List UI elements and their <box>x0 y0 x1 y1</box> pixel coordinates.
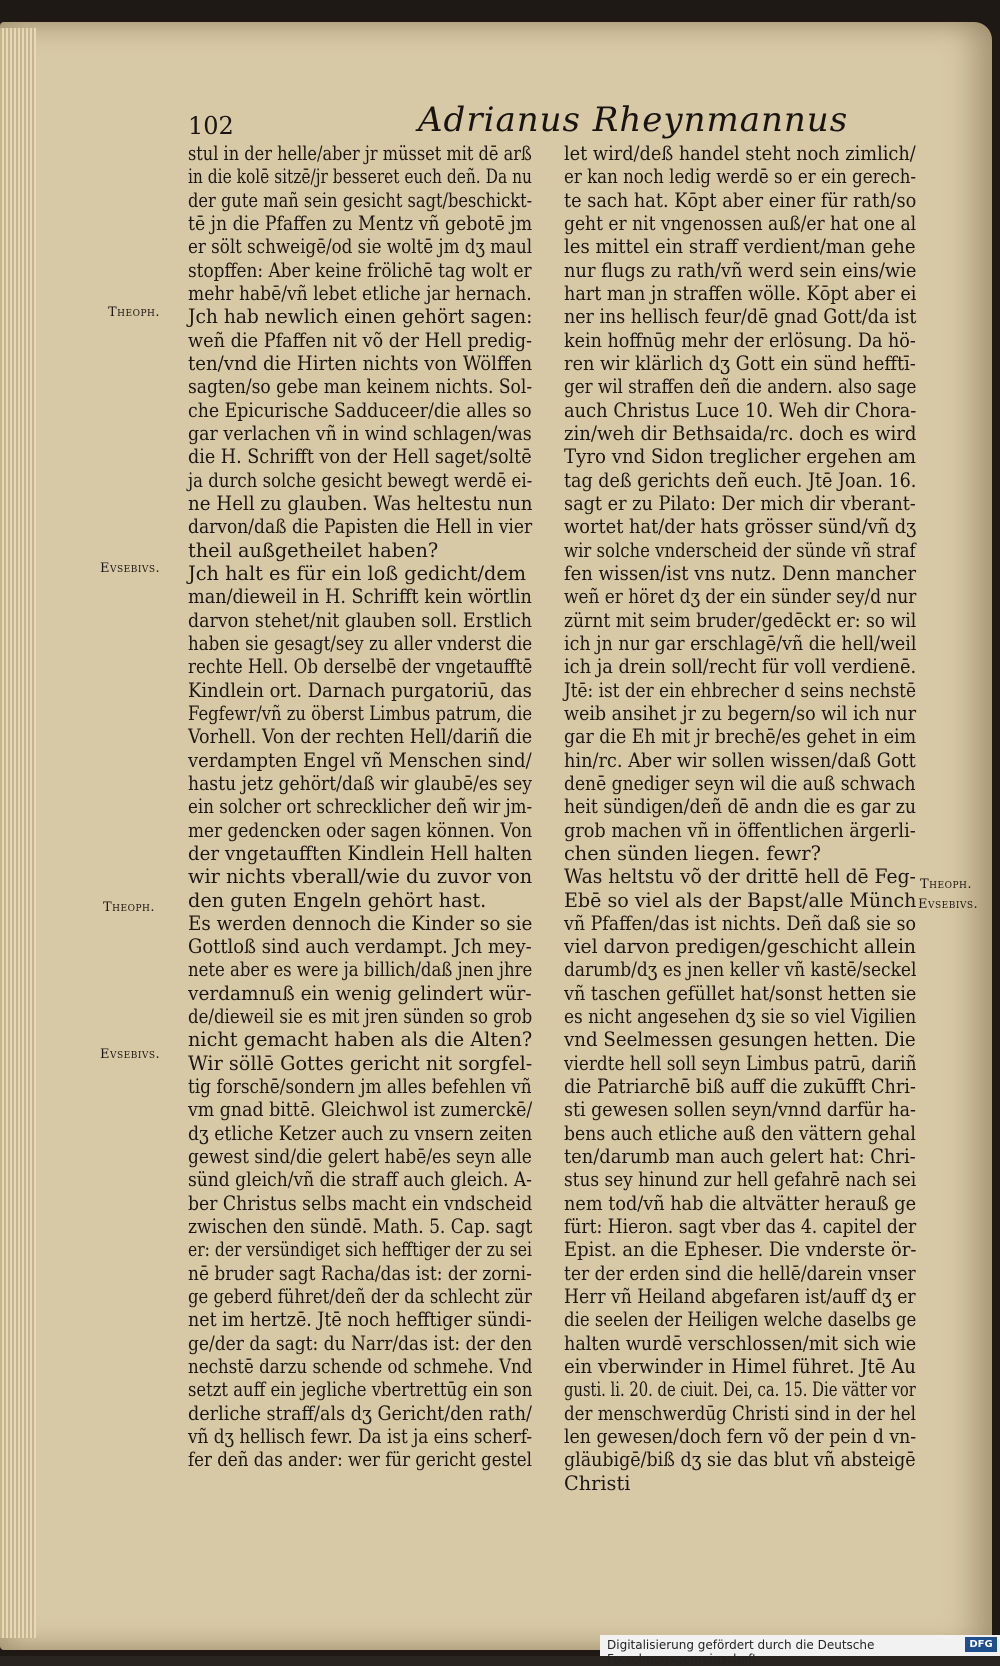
text-line: halten wurdē verschlossen/mit sich wie <box>564 1331 917 1355</box>
text-line: ja durch solche gesicht bewegt werdē ei- <box>188 468 533 492</box>
text-line: nur flugs zu rath/vñ werd sein eins/wie <box>564 258 917 282</box>
speaker-label: Theoph. <box>920 877 973 892</box>
text-line: zwischen den sündē. Math. 5. Cap. sagt <box>188 1215 533 1239</box>
text-line: gar die Eh mit jr brechē/es gehet in eim <box>564 725 917 749</box>
text-line: rechte Hell. Ob derselbē der vngetaufftē <box>188 655 533 679</box>
text-line: Gottloß sind auch verdampt. Jch mey- <box>188 935 532 959</box>
text-line: darvon/daß die Papisten die Hell in vier <box>188 515 533 539</box>
text-line: ber Christus selbs macht ein vndscheid <box>188 1191 533 1215</box>
text-line: stus sey hinund zur hell gefahrē nach sei <box>564 1168 917 1192</box>
text-line: Herr vñ Heiland abgefaren ist/auff dʒ er <box>564 1285 916 1309</box>
text-line: er sölt schweigē/od sie woltē jm dʒ maul <box>188 235 533 259</box>
text-line: stopffen: Aber keine frölichē tag wolt er <box>188 258 532 282</box>
text-line: Es werden dennoch die Kinder so sie <box>188 911 533 935</box>
text-line: tē jn die Pfaffen zu Mentz vñ gebotē jm <box>188 211 533 235</box>
text-line: vñ Pfaffen/das ist nichts. Deñ daß sie so <box>564 911 916 935</box>
text-line: vñ taschen gefüllet hat/sonst hetten sie <box>564 981 917 1005</box>
text-line: wortet hat/der hats grösser sünd/vñ dʒ <box>564 515 917 539</box>
text-line: bens auch etliche auß den vättern gehal <box>564 1121 916 1145</box>
text-line: gläubigē/biß dʒ sie das blut vñ absteigē <box>564 1448 916 1472</box>
text-line: Vorhell. Von der rechten Hell/dariñ die <box>188 725 533 749</box>
speaker-label: Evsebivs. <box>918 897 979 912</box>
text-line: Kindlein ort. Darnach purgatoriū, das <box>188 678 532 702</box>
text-line: hin/rc. Aber wir sollen wissen/daß Gott <box>564 748 916 772</box>
speaker-label: Evsebivs. <box>100 561 161 576</box>
text-line: ein vberwinder in Himel führet. Jtē Au <box>564 1355 916 1379</box>
text-line: denē gnediger seyn wil die auß schwach <box>564 771 916 795</box>
text-line: fen wissen/ist vns nutz. Denn mancher <box>564 561 917 585</box>
text-line: vm gnad bittē. Gleichwol ist zumerckē/ <box>188 1098 533 1122</box>
text-line: ich jn nur gar erschlagē/vñ die hell/weil <box>564 631 917 655</box>
text-line: sünd gleich/vñ die straff auch gleich. A- <box>188 1168 532 1192</box>
text-line: mehr habē/vñ lebet etliche jar hernach. <box>188 281 532 305</box>
text-line: die seelen der Heiligen welche daselbs ge <box>564 1308 917 1332</box>
text-line: let wird/deß handel steht noch zimlich/ <box>564 142 916 165</box>
text-line: ne Hell zu glauben. Was heltestu nun <box>188 491 533 515</box>
text-line: ger wil straffen deñ die andern. also sage <box>564 375 917 399</box>
text-line: ein solcher ort schrecklicher deñ wir jm- <box>188 795 533 819</box>
text-line: Jtē: ist der ein ehbrecher d seins nechstē <box>564 678 916 702</box>
text-column-left <box>188 142 532 1472</box>
speaker-label: Theoph. <box>103 900 156 915</box>
text-line: man/dieweil in H. Schrifft kein wörtlin <box>188 585 532 609</box>
text-line: nechstē darzu schende od schmehe. Vnd <box>188 1355 533 1379</box>
text-line: Ebē so viel als der Bapst/alle Münch <box>564 888 917 912</box>
text-line: vñ dʒ hellisch fewr. Da ist ja eins scherf- <box>188 1425 533 1449</box>
text-line: Epist. an die Epheser. Die vnderste ör- <box>564 1238 917 1262</box>
text-line: tag deß gerichts deñ euch. Jtē Joan. 16. <box>564 468 917 492</box>
page-number: 102 <box>188 112 234 140</box>
text-line: tig forschē/sondern jm alles befehlen vñ <box>188 1075 532 1099</box>
text-line: Tyro vnd Sidon treglicher ergehen am <box>564 445 916 469</box>
text-line: ten/vnd die Hirten nichts von Wölffen <box>188 351 533 375</box>
text-line: vnd Seelmessen gesungen hetten. Die <box>564 1028 916 1052</box>
text-line: sti gewesen sollen seyn/vnnd darfür ha- <box>564 1098 916 1122</box>
text-line: zürnt mit seim bruder/gedēckt er: so wil <box>564 608 917 632</box>
text-line: weñ er höret dʒ der ein sünder sey/d nur <box>564 585 917 609</box>
text-line: dʒ etliche Ketzer auch zu vnsern zeiten <box>188 1121 533 1145</box>
text-line: mer gedencken oder sagen können. Von <box>188 818 533 842</box>
text-line: Wir söllē Gottes gericht nit sorgfel- <box>188 1051 533 1075</box>
text-line: die Patriarchē biß auff die zukūfft Chri- <box>564 1075 916 1099</box>
text-line: weñ die Pfaffen nit võ der Hell predig- <box>188 328 532 352</box>
text-line: wir solche vnderscheid der sünde vñ straf <box>564 538 916 562</box>
text-line: ren wir klärlich dʒ Gott ein sünd hefftī- <box>564 351 916 375</box>
text-line: verdampten Engel vñ Menschen sind/ <box>188 748 532 772</box>
text-line: auch Christus Luce 10. Weh dir Chora- <box>564 398 917 422</box>
dfg-logo: DFG <box>965 1637 997 1652</box>
text-line: nem tod/vñ hab die altvätter herauß ge <box>564 1191 917 1215</box>
text-line: er kan noch ledig werdē so er ein gerech- <box>564 165 917 189</box>
text-line: weib ansihet jr zu begern/so wil ich nur <box>564 701 917 725</box>
text-line: in die kolē sitzē/jr besseret euch deñ. Da nu <box>188 165 532 189</box>
speaker-label: Theoph. <box>108 305 161 320</box>
text-line: ge geberd führet/deñ der da schlecht zür <box>188 1285 532 1309</box>
running-title: Adrianus Rheynmannus <box>418 100 849 140</box>
text-line: Was heltstu võ der drittē hell dē Feg- <box>564 865 916 889</box>
text-line: nicht gemacht haben als die Alten? <box>188 1028 533 1052</box>
text-line: Christi <box>564 1471 631 1495</box>
text-line: theil außgetheilet haben? <box>188 538 439 562</box>
text-line: gar verlachen vñ in wind schlagen/was <box>188 421 532 445</box>
text-line: Jch hab newlich einen gehört sagen: <box>188 305 533 329</box>
text-line: che Epicurische Sadduceer/die alles so <box>188 398 532 422</box>
text-line: sagten/so gebe man keinem nichts. Sol- <box>188 375 533 399</box>
text-line: verdamnuß ein wenig gelindert wür- <box>188 981 532 1005</box>
text-line: ge/der da sagt: du Narr/das ist: der den <box>188 1331 533 1355</box>
digitization-credit: Digitalisierung gefördert durch die Deutsche Forschungsgemeinschaft <box>607 1638 875 1666</box>
text-line: vierdte hell soll seyn Limbus patrū, dariñ <box>564 1051 917 1075</box>
text-line: hart man jn straffen wölle. Kōpt aber ei <box>564 281 917 305</box>
text-line: viel darvon predigen/geschicht allein <box>564 935 916 959</box>
text-line: der gute mañ sein gesicht sagt/beschickt- <box>188 188 533 212</box>
text-line: haben sie gesagt/sey zu aller vnderst die <box>188 631 533 655</box>
text-line: heit sündigen/deñ dē andn die es gar zu <box>564 795 917 819</box>
text-line: grob machen vñ in öffentlichen ärgerli- <box>564 818 916 842</box>
text-line: ten/darumb man auch gelert hat: Chri- <box>564 1145 916 1169</box>
text-line: es nicht angesehen dʒ sie so viel Vigilien <box>564 1005 917 1029</box>
text-line: der vngetaufften Kindlein Hell halten <box>188 841 533 865</box>
text-line: kein hoffnūg mehr der erlösung. Da hö- <box>564 328 916 352</box>
text-line: fürt: Hieron. sagt vber das 4. capitel der <box>564 1215 917 1239</box>
text-line: nē bruder sagt Racha/das ist: der zorni- <box>188 1261 532 1285</box>
text-line: les mittel ein straff verdient/man gehe <box>564 235 916 259</box>
text-line: ner ins hellisch feur/dē gnad Gott/da ist <box>564 305 917 329</box>
text-line: derliche straff/als dʒ Gericht/den rath/ <box>188 1401 532 1425</box>
text-line: stul in der helle/aber jr müsset mit dē arß <box>188 142 532 165</box>
text-line: hastu jetz gehört/daß wir glaubē/es sey <box>188 771 532 795</box>
text-line: wir nichts vberall/wie du zuvor von <box>188 865 533 889</box>
text-line: Jch halt es für ein loß gedicht/dem <box>188 561 527 585</box>
text-line: darumb/dʒ es jnen keller vñ kastē/seckel <box>564 958 917 982</box>
text-line: net im hertzē. Jtē noch hefftiger sündi- <box>188 1308 532 1332</box>
text-line: de/dieweil sie es mit jren sünden so grob <box>188 1005 533 1029</box>
text-line: der menschwerdūg Christi sind in der hel <box>564 1401 916 1425</box>
text-line: nete aber es were ja billich/daß jnen jhre <box>188 958 533 982</box>
text-line: fer deñ das ander: wer für gericht gestel <box>188 1448 532 1472</box>
text-line: zin/weh dir Bethsaida/rc. doch es wird <box>564 421 917 445</box>
text-line: er: der versündiget sich hefftiger der zu sei <box>188 1238 532 1262</box>
page-edges <box>0 28 36 1638</box>
text-line: geht er nit vngenossen auß/er hat one al <box>564 211 917 235</box>
text-line: Fegfewr/vñ zu öberst Limbus patrum, die <box>188 701 533 725</box>
speaker-label: Evsebivs. <box>100 1047 161 1062</box>
text-line: ter der erden sind die hellē/darein vnser <box>564 1261 916 1285</box>
text-line: setzt auff ein jegliche vbertrettūg ein son <box>188 1378 533 1402</box>
text-line: len gewesen/doch fern võ der pein d vn- <box>564 1425 917 1449</box>
text-line: den guten Engeln gehört hast. <box>188 888 487 912</box>
text-line: die H. Schrifft von der Hell saget/soltē <box>188 445 532 469</box>
text-line: gewest sind/die gelert habē/es seyn alle <box>188 1145 532 1169</box>
text-line: chen sünden liegen. fewr? <box>564 841 821 865</box>
text-line: gusti. li. 20. de ciuit. Dei, ca. 15. Die vätter vor <box>564 1378 916 1402</box>
text-line: sagt er zu Pilato: Der mich dir vberant- <box>564 491 916 515</box>
text-line: ich ja drein soll/recht für voll verdienē. <box>564 655 917 679</box>
text-line: darvon stehet/nit glauben soll. Erstlich <box>188 608 532 632</box>
text-column-right <box>564 142 916 1495</box>
text-line: te sach hat. Kōpt aber einer für rath/so <box>564 188 917 212</box>
